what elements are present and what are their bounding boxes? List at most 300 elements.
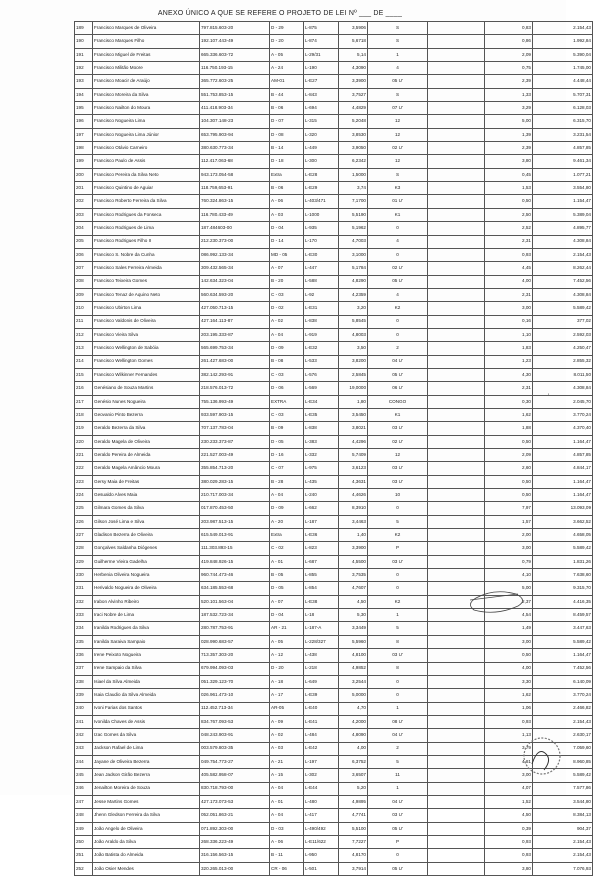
table-cell: 8.459,57 <box>533 609 593 622</box>
table-cell: 250 <box>75 835 93 848</box>
table-cell: 7.452,56 <box>533 275 593 288</box>
table-cell: B - 28 <box>270 475 304 488</box>
table-cell: 4,54 <box>485 609 533 622</box>
table-cell: L-447 <box>304 262 339 275</box>
table-cell <box>428 609 485 622</box>
table-cell: 245 <box>75 769 93 782</box>
table-cell: 1.831,26 <box>533 555 593 568</box>
table-row <box>75 529 593 542</box>
table-cell: 1,52 <box>485 795 533 808</box>
table-cell: 116.750.193-15 <box>200 62 270 75</box>
table-cell: Francisco Roberto Ferreira da Silva <box>93 195 200 208</box>
table-cell: 5,8545 <box>339 315 368 328</box>
table-cell: D - 09 <box>270 342 304 355</box>
table-cell: 560.634.593-20 <box>200 288 270 301</box>
table-cell: 225 <box>75 502 93 515</box>
table-cell <box>428 128 485 141</box>
table-cell: 4.857,85 <box>533 449 593 462</box>
table-cell: Francisco Nogueira Lima <box>93 115 200 128</box>
table-cell: L-838 <box>304 315 339 328</box>
table-cell: 1,83 <box>485 342 533 355</box>
table-cell: L-843 <box>304 88 339 101</box>
table-cell: 5.589,42 <box>533 635 593 648</box>
table-row <box>75 382 593 395</box>
table-cell: 230.233.373-87 <box>200 435 270 448</box>
table-cell: 5,30 <box>339 609 368 622</box>
table-cell: 2.855,32 <box>533 355 593 368</box>
table-cell: 04 U' <box>368 355 428 368</box>
table-cell: 4.448,44 <box>533 75 593 88</box>
table-cell: João Angelo de Oliveira <box>93 822 200 835</box>
table-cell: 3,79 <box>485 742 533 755</box>
table-cell: 320.265.013-00 <box>200 862 270 875</box>
table-cell <box>428 635 485 648</box>
table-cell: 5.589,42 <box>533 302 593 315</box>
table-cell: 248 <box>75 809 93 822</box>
table-cell: 9.315,70 <box>533 582 593 595</box>
table-cell: 2,31 <box>485 235 533 248</box>
table-cell: 0 <box>368 569 428 582</box>
table-cell: 5,1962 <box>339 222 368 235</box>
table-cell: Iraci Nobre de Lima <box>93 609 200 622</box>
table-cell: Francisco Vieira Silva <box>93 328 200 341</box>
table-cell: A - 03 <box>270 742 304 755</box>
table-cell <box>428 88 485 101</box>
table-cell: 7.059,60 <box>533 742 593 755</box>
table-cell <box>428 622 485 635</box>
table-cell: 4.416,35 <box>533 595 593 608</box>
table-cell: 2,09 <box>485 449 533 462</box>
table-cell <box>428 555 485 568</box>
table-cell: Francisco Nogueira Lima Júnior <box>93 128 200 141</box>
table-cell <box>428 462 485 475</box>
table-cell: 026.961.473-10 <box>200 689 270 702</box>
table-cell: Jenailton Moreira de Souza <box>93 782 200 795</box>
table-cell: A - 02 <box>270 729 304 742</box>
table-cell: B - 08 <box>270 355 304 368</box>
table-cell: L-92 <box>304 288 339 301</box>
table-cell: A - 04 <box>270 328 304 341</box>
table-row <box>75 835 593 848</box>
table-cell: L-197 <box>304 755 339 768</box>
table-cell <box>428 355 485 368</box>
table-cell: 2.154,43 <box>533 22 593 35</box>
table-cell: 3,8530 <box>339 128 368 141</box>
table-cell: 0 <box>368 222 428 235</box>
table-cell: 3,3449 <box>339 622 368 635</box>
table-cell <box>428 649 485 662</box>
table-cell: João Batista do Almeida <box>93 849 200 862</box>
table-row <box>75 475 593 488</box>
table-cell: L-480 <box>304 795 339 808</box>
table-cell <box>428 102 485 115</box>
table-row <box>75 128 593 141</box>
table-cell: Iranilda Rodrigues da Silva <box>93 622 200 635</box>
table-cell: 0,86 <box>485 35 533 48</box>
table-cell <box>428 862 485 875</box>
table-cell: AR-05 <box>270 702 304 715</box>
table-cell <box>428 328 485 341</box>
table-cell: C - 03 <box>270 288 304 301</box>
table-cell: L-332 <box>304 449 339 462</box>
table-cell <box>428 489 485 502</box>
table-cell: 1,80 <box>339 395 368 408</box>
table-cell: 0 <box>368 675 428 688</box>
table-cell: 3,20 <box>339 302 368 315</box>
table-cell: Francisco Wellington de Sabóia <box>93 342 200 355</box>
table-cell: 5,5190 <box>339 208 368 221</box>
table-cell: Izac Gomes da Silva <box>93 729 200 742</box>
table-cell: 3,9050 <box>339 142 368 155</box>
table-cell: C - 02 <box>270 542 304 555</box>
table-cell: A - 06 <box>270 195 304 208</box>
table-row <box>75 48 593 61</box>
table-cell: Guilherme Vieira Gadelha <box>93 555 200 568</box>
table-cell: 3,7914 <box>339 862 368 875</box>
table-cell: Francisco Tenaz de Aquino Neto <box>93 288 200 301</box>
table-cell: 239 <box>75 689 93 702</box>
table-cell: 551.753.853-15 <box>200 88 270 101</box>
table-cell: Jesse Martins Gomes <box>93 795 200 808</box>
table-cell: 240 <box>75 702 93 715</box>
table-cell: L-854 <box>304 582 339 595</box>
table-cell <box>428 755 485 768</box>
table-cell <box>428 595 485 608</box>
table-cell: B - 14 <box>270 142 304 155</box>
table-row <box>75 355 593 368</box>
table-cell: A - 17 <box>270 689 304 702</box>
table-cell <box>428 208 485 221</box>
table-cell: 3,3900 <box>339 75 368 88</box>
table-cell: L-E29 <box>304 182 339 195</box>
table-cell: L-29/31 <box>304 48 339 61</box>
table-cell: 238 <box>75 675 93 688</box>
table-cell: João Osier Mendes <box>93 862 200 875</box>
table-row <box>75 569 593 582</box>
table-cell: 755.136.993-49 <box>200 395 270 408</box>
table-cell: 203.195.333-87 <box>200 328 270 341</box>
table-cell: 0,93 <box>485 248 533 261</box>
table-cell: Jayane de Oliveira Bezerra <box>93 755 200 768</box>
table-cell: 1,13 <box>485 729 533 742</box>
table-cell: 4,2000 <box>339 715 368 728</box>
table-cell: CONGO <box>368 395 428 408</box>
table-cell: 5,5100 <box>339 822 368 835</box>
table-cell: 615.549.013-91 <box>200 529 270 542</box>
table-cell: 7.638,60 <box>533 569 593 582</box>
table-cell: A - 02 <box>270 315 304 328</box>
table-cell: 5,2048 <box>339 115 368 128</box>
table-cell <box>428 849 485 862</box>
table-cell: 02 U' <box>368 435 428 448</box>
table-cell: 261.427.683-00 <box>200 355 270 368</box>
table-cell: 0 <box>368 582 428 595</box>
table-cell: 4.308,84 <box>533 235 593 248</box>
table-cell <box>428 235 485 248</box>
table-cell: 10 <box>368 489 428 502</box>
table-cell: L-228/327 <box>304 635 339 648</box>
table-cell: 142.634.323-04 <box>200 275 270 288</box>
table-cell: Herbenia Oliveira Nogueira <box>93 569 200 582</box>
table-cell: K2 <box>368 302 428 315</box>
table-cell: L-874 <box>304 35 339 48</box>
table-cell: 12 <box>368 449 428 462</box>
table-cell: 4.844,17 <box>533 462 593 475</box>
table-cell: 904,37 <box>533 822 593 835</box>
table-cell: 3.554,80 <box>533 182 593 195</box>
table-cell: 1,39 <box>485 128 533 141</box>
table-cell: 205 <box>75 235 93 248</box>
table-cell: 2,31 <box>485 382 533 395</box>
table-cell: L-190 <box>304 62 339 75</box>
table-cell: 212.230.373-00 <box>200 235 270 248</box>
table-row <box>75 769 593 782</box>
table-cell: Jean Jadson Girão Bezerra <box>93 769 200 782</box>
table-cell: 02 U' <box>368 142 428 155</box>
table-cell: 3,50 <box>339 342 368 355</box>
table-cell: 1,49 <box>485 622 533 635</box>
table-cell: D - 16 <box>270 449 304 462</box>
table-cell: 1.164,47 <box>533 475 593 488</box>
table-cell: 4,7607 <box>339 582 368 595</box>
table-cell: 210 <box>75 302 93 315</box>
table-cell: 1,06 <box>485 702 533 715</box>
table-cell: 1,10 <box>485 328 533 341</box>
table-cell <box>428 809 485 822</box>
table-cell: L-E42 <box>304 742 339 755</box>
table-cell: Francisco Otávio Carneiro <box>93 142 200 155</box>
table-cell: Genésiano de Souza Martins <box>93 382 200 395</box>
table-cell: 1,40 <box>339 529 368 542</box>
table-cell: Geraldo Magela Amâncio Moura <box>93 462 200 475</box>
table-cell: 1,5000 <box>339 168 368 181</box>
table-cell <box>428 422 485 435</box>
table-cell: 187.532.723-34 <box>200 609 270 622</box>
table-cell: 0,79 <box>485 555 533 568</box>
table-cell: 419.848.926-15 <box>200 555 270 568</box>
table-cell: L-315 <box>304 115 339 128</box>
table-cell: 2.154,43 <box>533 715 593 728</box>
table-cell <box>428 795 485 808</box>
table-cell: L-E39 <box>304 689 339 702</box>
table-cell: 03 U' <box>368 555 428 568</box>
table-cell: A - 01 <box>270 795 304 808</box>
table-cell <box>428 475 485 488</box>
table-row <box>75 342 593 355</box>
table-cell: 4,50 <box>339 595 368 608</box>
table-cell: 2.154,43 <box>533 835 593 848</box>
table-cell: 4,81 <box>485 755 533 768</box>
table-row <box>75 702 593 715</box>
table-cell: Francisco Sales Ferreira Almeida <box>93 262 200 275</box>
table-cell: 4,70 <box>339 702 368 715</box>
table-cell: 943.173.054-58 <box>200 168 270 181</box>
table-cell: L-E40 <box>304 702 339 715</box>
table-cell: Gonçalves Saldanha Diógenes <box>93 542 200 555</box>
table-cell <box>428 168 485 181</box>
table-cell <box>428 262 485 275</box>
table-cell: K1 <box>368 408 428 421</box>
table-cell: 5.707,31 <box>533 88 593 101</box>
table-cell: D - 07 <box>270 115 304 128</box>
table-cell: 8.384,13 <box>533 809 593 822</box>
table-cell: 2,09 <box>485 48 533 61</box>
table-cell <box>428 689 485 702</box>
table-cell: Irabon Alvinho Ribeiro <box>93 595 200 608</box>
table-cell: 198 <box>75 142 93 155</box>
table-cell: 203 <box>75 208 93 221</box>
table-row <box>75 582 593 595</box>
table-cell: A - 05 <box>270 48 304 61</box>
table-cell: 048.243.903-91 <box>200 729 270 742</box>
table-cell: 241 <box>75 715 93 728</box>
table-cell: Jackson Rafael de Lima <box>93 742 200 755</box>
table-cell: 242 <box>75 729 93 742</box>
table-cell: K2 <box>368 595 428 608</box>
table-cell: L-E38 <box>304 595 339 608</box>
table-cell: CR - 06 <box>270 862 304 875</box>
table-cell: B - 06 <box>270 102 304 115</box>
table-cell: B - 09 <box>270 422 304 435</box>
table-cell: Francisco Nailton do Moura <box>93 102 200 115</box>
table-cell: 202 <box>75 195 93 208</box>
table-cell <box>428 569 485 582</box>
table-cell: 03 U' <box>368 462 428 475</box>
table-cell: 221 <box>75 449 93 462</box>
table-cell: 5,6718 <box>339 35 368 48</box>
table-cell <box>428 342 485 355</box>
table-cell <box>428 675 485 688</box>
table-cell: 411.418.903-34 <box>200 102 270 115</box>
table-cell: 0,50 <box>485 475 533 488</box>
table-cell: 4,30 <box>485 368 533 381</box>
table-cell: 5.389,04 <box>533 208 593 221</box>
table-cell: A - 04 <box>270 782 304 795</box>
table-cell: Gesualdo Alves Maia <box>93 489 200 502</box>
table-row <box>75 248 593 261</box>
table-cell: 246 <box>75 782 93 795</box>
table-cell: Extra <box>270 168 304 181</box>
table-row <box>75 609 593 622</box>
table-cell: 3,3900 <box>339 542 368 555</box>
table-cell: 219 <box>75 422 93 435</box>
table-cell: 08 U' <box>368 715 428 728</box>
table-row <box>75 795 593 808</box>
table-cell <box>428 835 485 848</box>
table-cell: 11 <box>368 769 428 782</box>
table-cell: L-935 <box>304 222 339 235</box>
table-cell: 05 U' <box>368 75 428 88</box>
table-cell: 5,5960 <box>339 635 368 648</box>
table-cell: 5 <box>368 515 428 528</box>
table-cell: 427.164.113-87 <box>200 315 270 328</box>
table-cell: A - 09 <box>270 715 304 728</box>
table-cell: 1 <box>368 609 428 622</box>
table-cell <box>428 222 485 235</box>
table-cell: 1 <box>368 782 428 795</box>
table-cell: 760.324.863-15 <box>200 195 270 208</box>
table-cell: C - 07 <box>270 462 304 475</box>
table-cell: Jhenn Gledson Ferreira da Silva <box>93 809 200 822</box>
table-cell: 194 <box>75 88 93 101</box>
official-stamp <box>522 724 562 788</box>
table-cell: L-950 <box>304 849 339 862</box>
table-cell: A - 12 <box>270 649 304 662</box>
table-cell: 4,8290 <box>339 275 368 288</box>
table-cell: 3.231,54 <box>533 128 593 141</box>
table-row <box>75 675 593 688</box>
table-cell: 4 <box>368 235 428 248</box>
table-cell: 4,45 <box>485 262 533 275</box>
table-cell: L-E35 <box>304 408 339 421</box>
table-cell: 215 <box>75 368 93 381</box>
table-cell: 05 U' <box>368 822 428 835</box>
table-cell: A - 04 <box>270 809 304 822</box>
table-cell: 3,1000 <box>339 248 368 261</box>
table-cell: L-E30 <box>304 248 339 261</box>
table-cell: B - 11 <box>270 849 304 862</box>
table-row <box>75 595 593 608</box>
table-row <box>75 662 593 675</box>
table-cell: 243 <box>75 742 93 755</box>
table-cell: B - 05 <box>270 569 304 582</box>
table-cell: 3,8200 <box>339 355 368 368</box>
table-cell: 316.156.563-15 <box>200 849 270 862</box>
table-cell: 4,00 <box>485 662 533 675</box>
table-cell: L-1000 <box>304 208 339 221</box>
table-cell: 4.857,85 <box>533 142 593 155</box>
table-cell: 6.128,03 <box>533 102 593 115</box>
table-cell: 2 <box>368 742 428 755</box>
table-cell: L-662 <box>304 502 339 515</box>
table-row <box>75 862 593 875</box>
table-cell: 220 <box>75 435 93 448</box>
table-cell: 204 <box>75 222 93 235</box>
table-cell: 0 <box>368 849 428 862</box>
table-cell: Ivoni Farias dos Santos <box>93 702 200 715</box>
table-cell: Geraldo Bezerra da Silva <box>93 422 200 435</box>
table-cell: 191 <box>75 48 93 61</box>
table-cell: 1 <box>368 48 428 61</box>
table-cell: Irene Peixoto Nogueira <box>93 649 200 662</box>
table-cell: 196 <box>75 115 93 128</box>
table-cell: 235 <box>75 635 93 648</box>
table-cell: 2 <box>368 342 428 355</box>
table-row <box>75 208 593 221</box>
table-cell: L-E28 <box>304 168 339 181</box>
table-cell: 222 <box>75 462 93 475</box>
table-cell: A - 15 <box>270 769 304 782</box>
table-cell: L-383 <box>304 435 339 448</box>
table-cell: D - 04 <box>270 222 304 235</box>
table-cell: 07 U' <box>368 102 428 115</box>
table-cell: 427.050.713-15 <box>200 302 270 315</box>
table-cell: 1,33 <box>485 88 533 101</box>
table-cell: Francisco Rodrigues da Fonseca <box>93 208 200 221</box>
table-cell: B - 44 <box>270 88 304 101</box>
table-cell: 4,10 <box>485 569 533 582</box>
table-cell: 3,5450 <box>339 408 368 421</box>
table-cell: 3,30 <box>485 675 533 688</box>
table-cell: 2.154,43 <box>533 248 593 261</box>
table-cell: 19,0000 <box>339 382 368 395</box>
table-cell: 195 <box>75 102 93 115</box>
table-cell: 1.164,47 <box>533 649 593 662</box>
table-cell: 3,29 <box>485 102 533 115</box>
table-cell: 2,50 <box>485 208 533 221</box>
table-cell: L-E27 <box>304 75 339 88</box>
table-cell: D - 02 <box>270 302 304 315</box>
